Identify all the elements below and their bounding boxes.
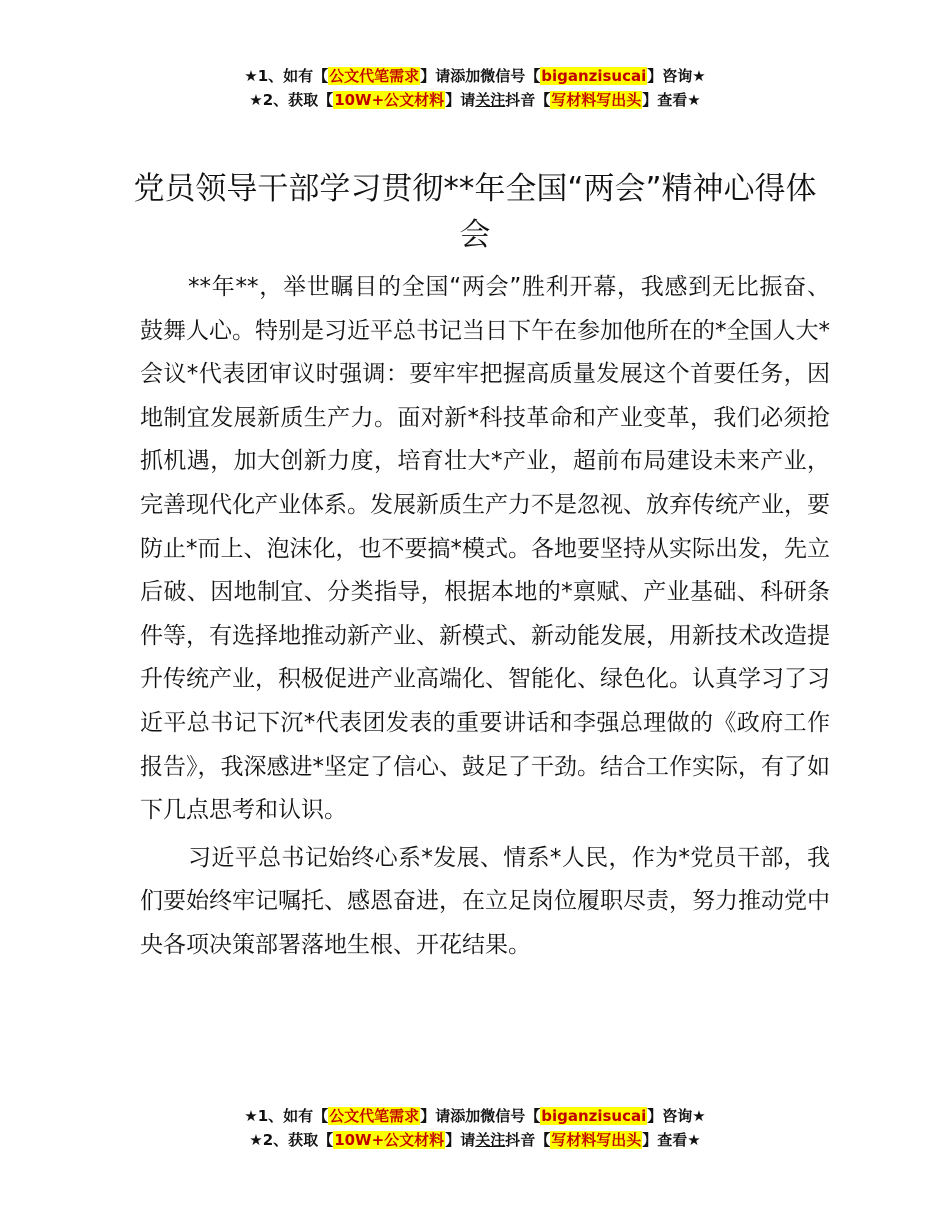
document-body — [140, 266, 830, 972]
banner-underlined-text: 关注 — [475, 91, 506, 109]
banner-text: 】请添加微信号【 — [420, 1107, 541, 1125]
banner-highlight: 写材料写出头 — [551, 1131, 642, 1149]
banner-line-2 — [0, 1128, 950, 1152]
banner-text: 】查看★ — [642, 91, 701, 109]
banner-highlight: 公文代笔需求 — [329, 67, 420, 85]
banner-text: ★1、如有【 — [244, 1107, 329, 1125]
paragraph: 习近平总书记始终心系*发展、情系*人民，作为*党员干部，我们要始终牢记嘱托、感恩奋进，在立足岗位履职尽责，努力推动党中央各项决策部署落地生根、开花结果。 — [140, 844, 830, 958]
banner-highlight: biganzisucai — [541, 1107, 647, 1125]
banner-text: ★2、获取【 — [249, 1131, 334, 1149]
banner-line-2 — [0, 88, 950, 112]
banner-text: 】请 — [445, 1131, 476, 1149]
banner-text: ★2、获取【 — [249, 91, 334, 109]
banner-highlight: 公文代笔需求 — [329, 1107, 420, 1125]
banner-text: 】查看★ — [642, 1131, 701, 1149]
banner-highlight: 10W+公文材料 — [334, 91, 445, 109]
banner-text: 】请添加微信号【 — [420, 67, 541, 85]
banner-text: ★1、如有【 — [244, 67, 329, 85]
banner-text: 】咨询★ — [647, 67, 706, 85]
footer-banner — [0, 1104, 950, 1152]
banner-text: 抖音【 — [505, 91, 551, 109]
header-banner — [0, 64, 950, 112]
document-title: 党员领导干部学习贯彻**年全国“两会”精神心得体会 — [133, 171, 817, 253]
banner-highlight: 10W+公文材料 — [334, 1131, 445, 1149]
banner-text: 抖音【 — [505, 1131, 551, 1149]
banner-line-1 — [0, 64, 950, 88]
paragraph: **年**，举世瞩目的全国“两会”胜利开幕，我感到无比振奋、鼓舞人心。特别是习近平总书记当日下午在参加他所在的*全国人大*会议*代表团审议时强调：要牢牢把握高质量发展这个首要任务，因地制宜发展新质生产力。面对新*科技革命和产业变革，我们必须抢抓机遇，加大创新力度，培育壮大*产业，超前布局建设未来产业，完善现代化产业体系。发展新质生产力不是忽视、放弃传统产业，要防止*而上、泡沫化，也不要搞*模式。各地要坚持从实际出发，先立后破、因地制宜、分类指导，根据本地的*禀赋、产业基础、科研条件等，有选择地推动新产业、新模式、新动能发展，用新技术改造提升传统产业，积极促进产业高端化、智能化、绿色化。认真学习了习近平总书记下沉*代表团发表的重要讲话和李强总理做的《政府工作报告》，我深感进*坚定了信心、鼓足了干劲。结合工作实际，有了如下几点思考和认识。 — [140, 274, 830, 824]
banner-highlight: 写材料写出头 — [551, 91, 642, 109]
banner-line-1 — [0, 1104, 950, 1128]
banner-underlined-text: 关注 — [475, 1131, 506, 1149]
banner-text: 】请 — [445, 91, 476, 109]
banner-highlight: biganzisucai — [541, 67, 647, 85]
banner-text: 】咨询★ — [647, 1107, 706, 1125]
